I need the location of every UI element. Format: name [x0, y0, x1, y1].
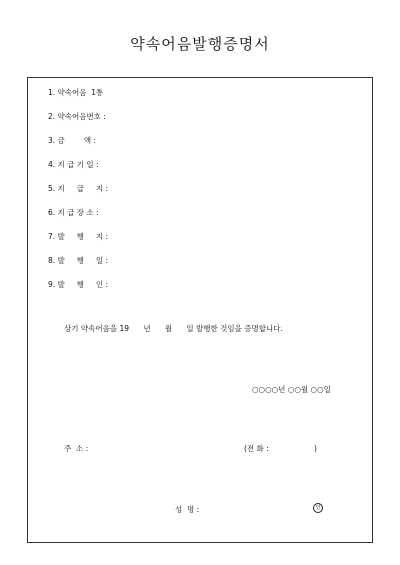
seal-mark: 인	[313, 503, 323, 513]
issue-date: ○○○○년 ○○월 ○○일	[252, 385, 331, 394]
address-label: 주 소 :	[64, 444, 89, 453]
phone-label: (전 화 : )	[244, 444, 317, 453]
item-2: 2. 약속어음번호 :	[48, 112, 106, 121]
statement-text: 상기 약속어음을 19 년 월 일 발행한 것임을 증명합니다.	[64, 324, 283, 333]
item-4: 4. 지 급 기 일 :	[48, 160, 99, 169]
item-6: 6. 지 급 장 소 :	[48, 208, 99, 217]
certificate-box	[27, 77, 373, 543]
item-9: 9. 발 행 인 :	[48, 280, 109, 289]
item-3: 3. 금 액 :	[48, 136, 97, 145]
name-label: 성 명 :	[175, 505, 200, 514]
document-title: 약속어음발행증명서	[130, 35, 270, 53]
item-1: 1. 약속어음 1통	[48, 88, 104, 97]
item-8: 8. 발 행 일 :	[48, 256, 109, 265]
item-7: 7. 발 행 지 :	[48, 232, 109, 241]
item-5: 5. 지 급 지 :	[48, 184, 109, 193]
